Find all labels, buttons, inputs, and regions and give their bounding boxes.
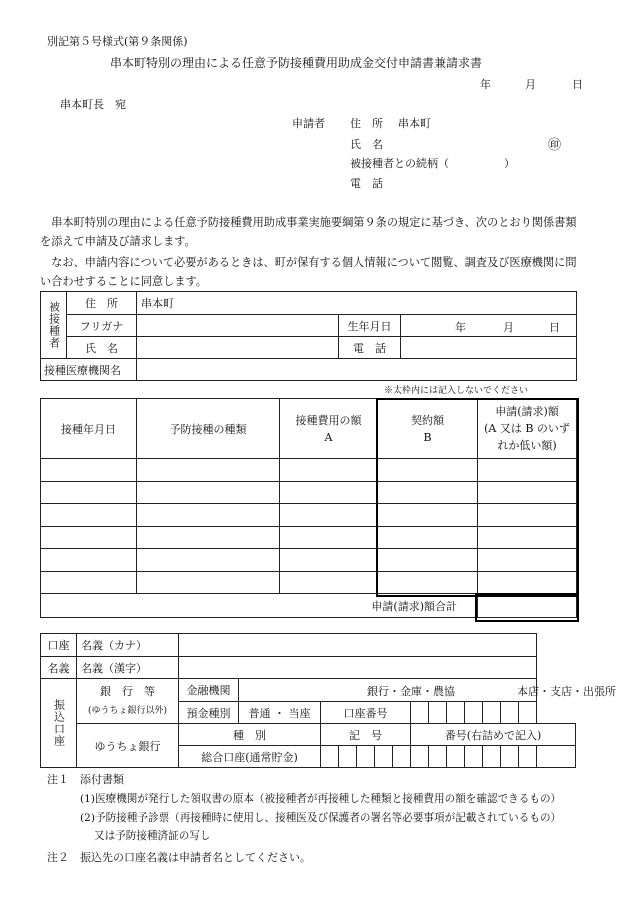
branch-types[interactable]: 本店・支店・出張所 bbox=[517, 685, 616, 698]
account-digit[interactable] bbox=[483, 702, 501, 724]
institution-label: 接種医療機関名 bbox=[41, 359, 137, 381]
holder-label-1: 口座 bbox=[41, 634, 77, 657]
number-label: 番号(右詰めで記入) bbox=[411, 724, 576, 746]
institution-field[interactable] bbox=[137, 359, 577, 381]
account-digit[interactable] bbox=[447, 702, 465, 724]
symbol-digit[interactable] bbox=[375, 746, 393, 768]
bank-table bbox=[40, 633, 616, 768]
number-digit[interactable] bbox=[537, 746, 576, 768]
total-label: 申請(請求)額合計 bbox=[41, 594, 478, 618]
kana-field[interactable] bbox=[179, 634, 537, 657]
number-digit[interactable] bbox=[519, 746, 537, 768]
symbol-label: 記 号 bbox=[321, 724, 411, 746]
institution-types[interactable]: 銀行・金庫・農協 bbox=[367, 685, 455, 698]
number-digit[interactable] bbox=[483, 746, 501, 768]
form-title: 串本町特別の理由による任意予防接種費用助成金交付申請書兼請求書 bbox=[110, 56, 483, 70]
kind-label: 種 別 bbox=[179, 724, 321, 746]
recipient-furigana-field[interactable] bbox=[137, 315, 339, 337]
symbol-digit[interactable] bbox=[357, 746, 375, 768]
form-reference: 別記第５号様式(第９条関係) bbox=[47, 35, 188, 48]
thick-frame-note: ※太枠内には記入しないでください bbox=[384, 386, 529, 396]
account-digit[interactable] bbox=[519, 702, 537, 724]
recipient-table bbox=[40, 291, 577, 381]
recipient-address-value[interactable]: 串本町 bbox=[137, 292, 577, 315]
yucho-label: ゆうちょ銀行 bbox=[77, 724, 179, 768]
note1-item2: (2)予防接種予診票（再接種時に使用し、接種医及び保護者の署名等必要事項が記載されているもの） bbox=[80, 812, 562, 824]
table-row[interactable] bbox=[41, 572, 577, 594]
account-digit[interactable] bbox=[411, 702, 429, 724]
date-year-label: 年 bbox=[480, 78, 491, 91]
recipient-name-field[interactable] bbox=[137, 337, 339, 359]
number-digit[interactable] bbox=[411, 746, 429, 768]
applicant-address-label: 住 所 bbox=[350, 117, 383, 130]
applicant-name-label: 氏 名 bbox=[350, 138, 383, 151]
kanji-field[interactable] bbox=[179, 657, 537, 679]
col-contract-header: 契約額 B bbox=[378, 399, 478, 459]
account-number-label: 口座番号 bbox=[321, 702, 411, 724]
symbol-digit[interactable] bbox=[321, 746, 339, 768]
bank-label: 銀 行 等 (ゆうちょ銀行以外) bbox=[77, 679, 179, 724]
recipient-address-label: 住 所 bbox=[67, 292, 137, 315]
table-row[interactable] bbox=[41, 459, 577, 482]
deposit-type-label: 預金種別 bbox=[179, 702, 239, 724]
col-cost-header: 接種費用の額 A bbox=[280, 399, 378, 459]
note1-item1: (1)医療機関が発行した領収書の原本（被接種者が再接種した種類と接種費用の額を確認できるもの） bbox=[80, 793, 562, 805]
institution-field[interactable] bbox=[239, 679, 616, 702]
recipient-phone-label: 電 話 bbox=[339, 337, 401, 359]
dob-month-label: 月 bbox=[503, 321, 514, 334]
recipient-phone-field[interactable] bbox=[401, 337, 577, 359]
holder-label-2: 名義 bbox=[41, 657, 77, 679]
applicant-phone-label: 電 話 bbox=[350, 177, 383, 190]
table-row[interactable] bbox=[41, 549, 577, 572]
number-digit[interactable] bbox=[465, 746, 483, 768]
table-row[interactable] bbox=[41, 482, 577, 504]
addressee: 串本町長 宛 bbox=[60, 98, 126, 111]
general-account-label: 総合口座(通常貯金) bbox=[179, 746, 321, 768]
applicant-address-value[interactable]: 串本町 bbox=[398, 117, 431, 130]
recipient-furigana-label: フリガナ bbox=[67, 315, 137, 337]
note1-item2-continued: 又は予防接種済証の写し bbox=[94, 830, 211, 842]
col-date-header: 接種年月日 bbox=[41, 399, 137, 459]
recipient-dob-field[interactable] bbox=[401, 315, 577, 337]
vaccine-table bbox=[40, 398, 577, 618]
note2: 注２ 振込先の口座名義は申請者名としてください。 bbox=[47, 851, 311, 864]
recipient-side-label: 被接種者 bbox=[41, 292, 67, 359]
transfer-account-label: 振込口座 bbox=[41, 679, 77, 768]
dob-day-label: 日 bbox=[549, 321, 560, 334]
symbol-digit[interactable] bbox=[339, 746, 357, 768]
number-digit[interactable] bbox=[429, 746, 447, 768]
recipient-dob-label: 生年月日 bbox=[339, 315, 401, 337]
date-day-label: 日 bbox=[572, 78, 583, 91]
applicant-label: 申請者 bbox=[292, 117, 325, 130]
symbol-digit[interactable] bbox=[393, 746, 411, 768]
col-type-header: 予防接種の種類 bbox=[137, 399, 280, 459]
account-digit[interactable] bbox=[465, 702, 483, 724]
table-row[interactable] bbox=[41, 504, 577, 527]
dob-year-label: 年 bbox=[455, 321, 466, 334]
note1-heading: 注１ 添付書類 bbox=[47, 773, 124, 786]
body-paragraph-1: 串本町特別の理由による任意予防接種費用助成事業実施要綱第９条の規定に基づき、次のとおり関係書類を添えて申請及び請求します。 bbox=[40, 216, 577, 248]
body-paragraph-2: なお、申請内容について必要があるときは、町が保有する個人情報について閲覧、調査及び医療機関に問い合わせすることに同意します。 bbox=[40, 256, 577, 288]
date-month-label: 月 bbox=[525, 78, 536, 91]
total-field[interactable] bbox=[478, 594, 577, 618]
deposit-options[interactable]: 普通 ・ 当座 bbox=[239, 702, 321, 724]
col-request-header: 申請(請求)額 (A 又は B のいず れか低い額) bbox=[478, 399, 577, 459]
recipient-name-label: 氏 名 bbox=[67, 337, 137, 359]
number-digit[interactable] bbox=[501, 746, 519, 768]
table-row[interactable] bbox=[41, 527, 577, 549]
kanji-label: 名義（漢字） bbox=[77, 657, 179, 679]
seal-mark: ㊞ bbox=[548, 138, 562, 153]
applicant-relation-label[interactable]: 被接種者との続柄（ ） bbox=[350, 157, 515, 170]
account-digit[interactable] bbox=[501, 702, 519, 724]
number-digit[interactable] bbox=[447, 746, 465, 768]
account-digit[interactable] bbox=[429, 702, 447, 724]
institution-type-label: 金融機関 bbox=[179, 679, 239, 702]
kana-label: 名義（カナ） bbox=[77, 634, 179, 657]
